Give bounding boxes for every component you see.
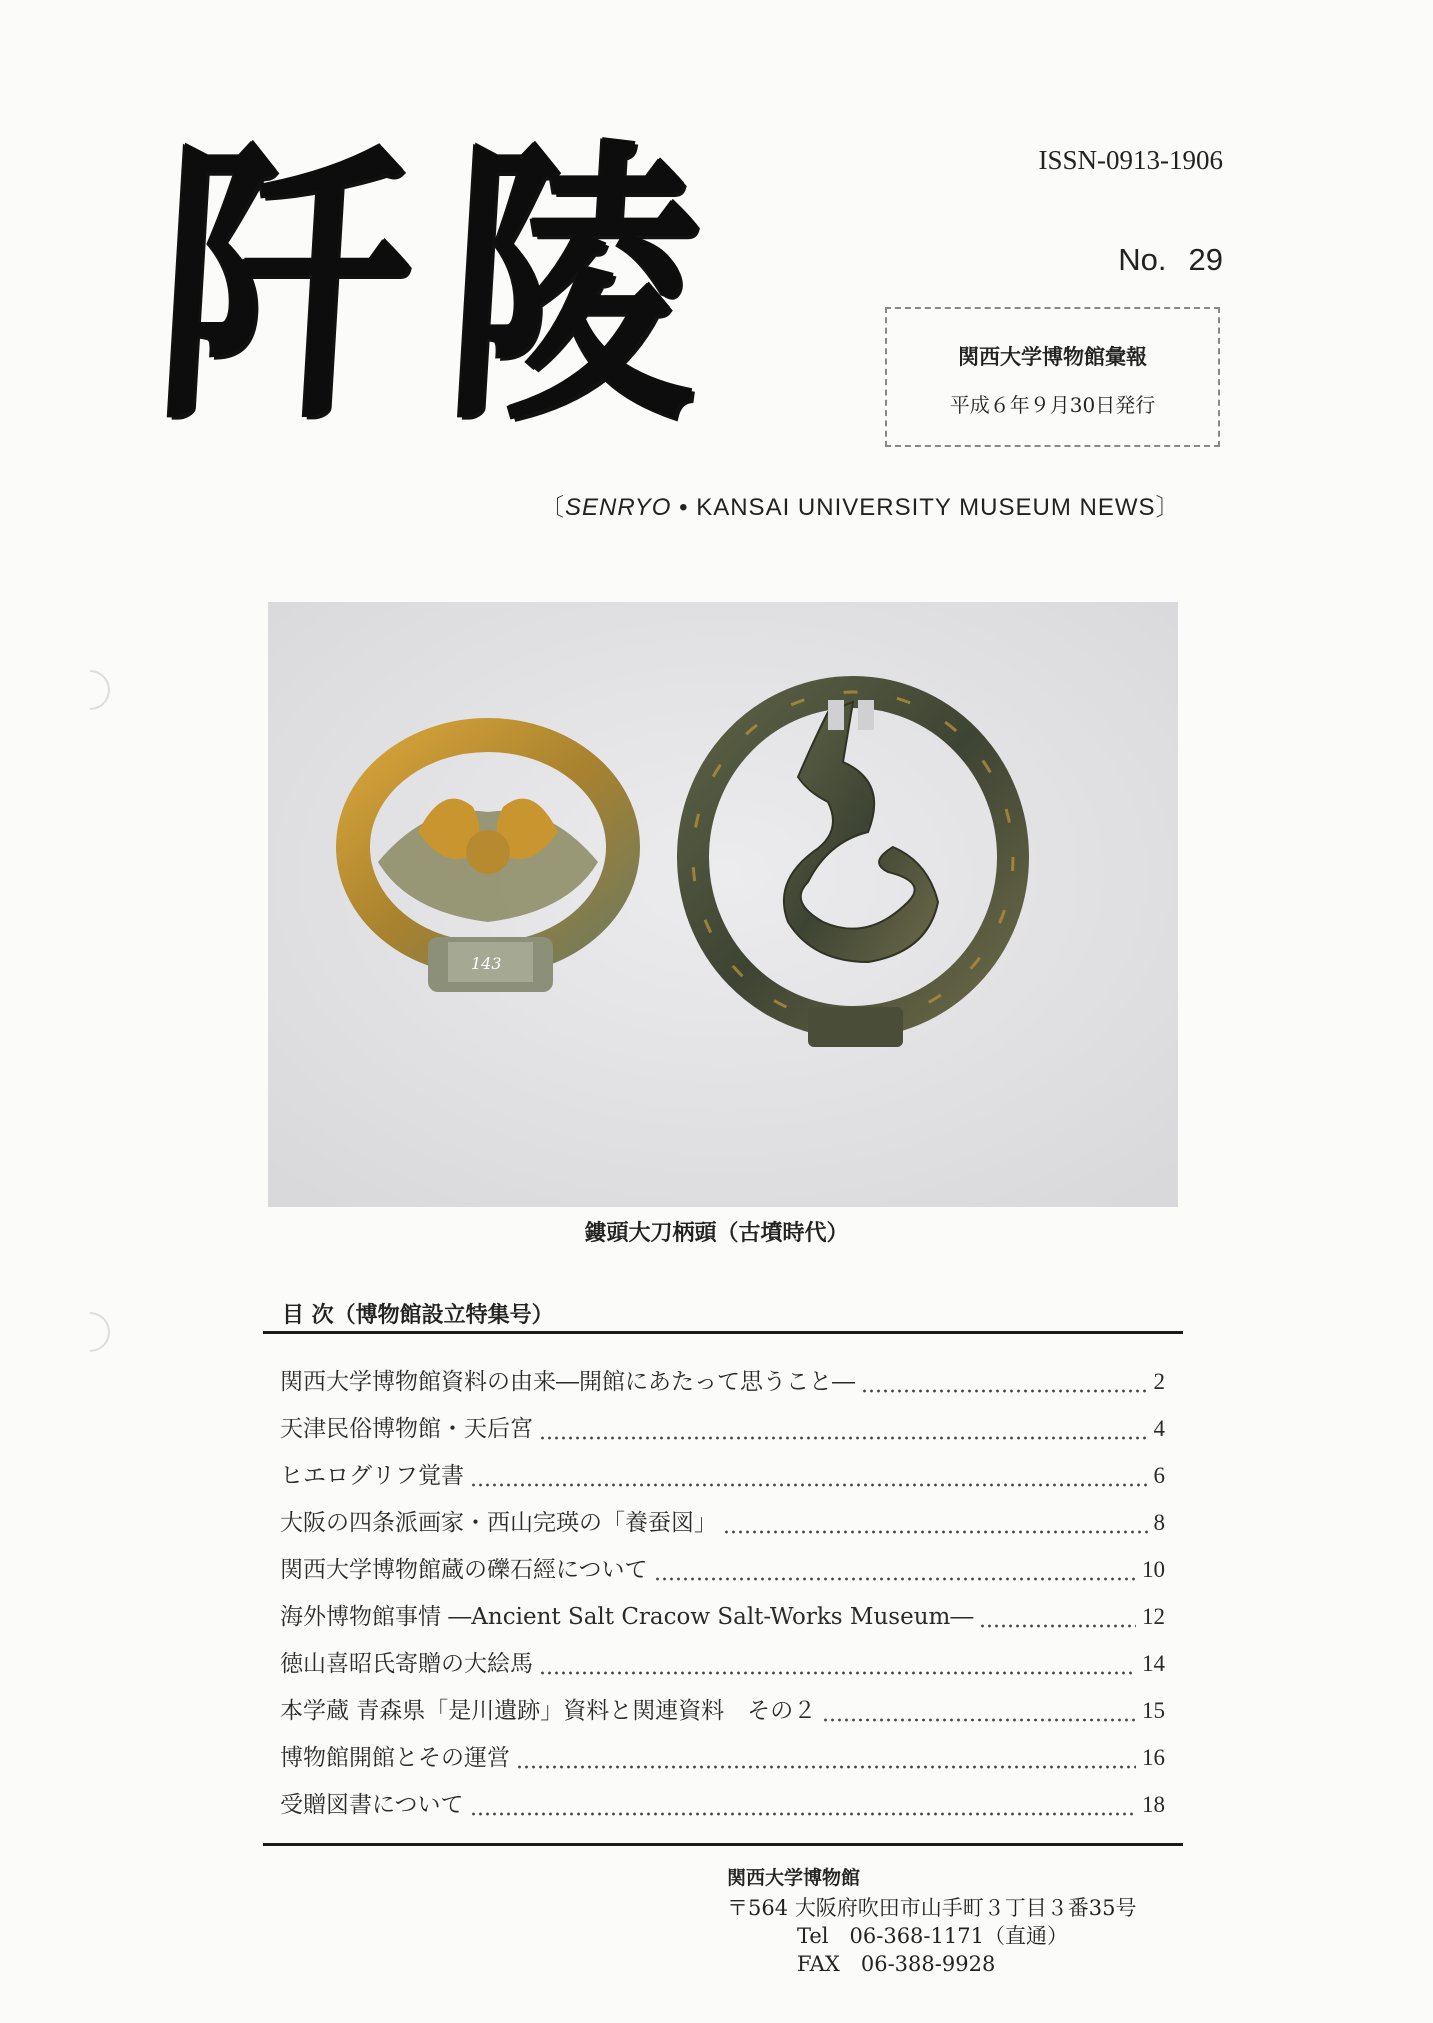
- publisher-name: 関西大学博物館: [727, 1867, 861, 1889]
- toc-item-page: 15: [1142, 1698, 1165, 1723]
- artifact-number-label: 143: [471, 954, 502, 973]
- toc-heading: 目 次（博物館設立特集号）: [282, 1303, 554, 1328]
- issue-label: No.: [1118, 242, 1167, 277]
- toc-item-title: 天津民俗博物館・天后宮: [280, 1416, 533, 1442]
- subtitle-bracket: 〔: [540, 494, 565, 521]
- toc-item[interactable]: [280, 1692, 1165, 1739]
- cover-caption: 鏤頭大刀柄頭（古墳時代）: [584, 1221, 849, 1246]
- toc-item-title: 徳山喜昭氏寄贈の大絵馬: [280, 1651, 533, 1677]
- issn-number: ISSN-0913-1906: [1038, 145, 1223, 175]
- toc-item-title: 博物館開館とその運営: [280, 1745, 510, 1771]
- toc-item[interactable]: [280, 1551, 1165, 1598]
- toc-item-page: 12: [1142, 1604, 1165, 1629]
- toc-top-rule: [263, 1331, 1183, 1334]
- publication-name: 関西大学博物館彙報: [958, 345, 1147, 369]
- toc-leader-dots: [979, 1624, 1136, 1628]
- toc-leader-dots: [654, 1577, 1136, 1581]
- toc-item-page: 18: [1142, 1792, 1165, 1817]
- issue-value: 29: [1188, 242, 1223, 277]
- publisher-tel: Tel 06-368-1171（直通）: [797, 1924, 1068, 1948]
- punch-hole-bottom: [62, 1304, 119, 1361]
- sword-pommels-image: [268, 602, 1178, 1207]
- toc-item[interactable]: [280, 1363, 1165, 1410]
- toc-item[interactable]: [280, 1598, 1165, 1645]
- publisher-fax: FAX 06-388-9928: [797, 1952, 996, 1976]
- toc-item-page: 8: [1153, 1510, 1165, 1535]
- toc-leader-dots: [470, 1812, 1136, 1816]
- punch-hole-top: [62, 662, 119, 719]
- toc-leader-dots: [470, 1483, 1148, 1487]
- toc-item-page: 6: [1153, 1463, 1165, 1488]
- toc-item-title: 関西大学博物館資料の由来―開館にあたって思うこと―: [280, 1369, 855, 1395]
- subtitle-senryo: SENRYO: [565, 494, 672, 521]
- toc-leader-dots: [822, 1718, 1136, 1722]
- issue-number: [1118, 242, 1223, 278]
- publication-info-box: [885, 307, 1220, 447]
- toc-item-title: 海外博物館事情 ―Ancient Salt Cracow Salt-Works Museum―: [280, 1604, 974, 1630]
- toc-item-title: 大阪の四条派画家・西山完瑛の「養蚕図」: [280, 1510, 717, 1536]
- publication-date: 平成６年９月30日発行: [949, 393, 1156, 417]
- toc-leader-dots: [861, 1389, 1148, 1393]
- toc-item[interactable]: [280, 1645, 1165, 1692]
- toc-item[interactable]: [280, 1410, 1165, 1457]
- toc-item-title: 受贈図書について: [280, 1792, 464, 1818]
- toc-item[interactable]: [280, 1739, 1165, 1786]
- toc-leader-dots: [539, 1436, 1148, 1440]
- toc-item[interactable]: [280, 1786, 1165, 1833]
- toc-item-page: 2: [1153, 1369, 1165, 1394]
- toc-leader-dots: [539, 1671, 1136, 1675]
- toc-item[interactable]: [280, 1504, 1165, 1551]
- toc-leader-dots: [723, 1530, 1148, 1534]
- toc-item-page: 16: [1142, 1745, 1165, 1770]
- publisher-address: 〒564 大阪府吹田市山手町３丁目３番35号: [727, 1896, 1137, 1920]
- toc-leader-dots: [516, 1765, 1136, 1769]
- publisher-footer: [727, 1864, 1136, 1978]
- subtitle-rest: • KANSAI UNIVERSITY MUSEUM NEWS〕: [671, 494, 1181, 521]
- toc-bottom-rule: [263, 1843, 1183, 1846]
- toc-item-title: ヒエログリフ覚書: [280, 1463, 464, 1489]
- english-subtitle: [540, 487, 1181, 522]
- table-of-contents: [280, 1363, 1165, 1833]
- toc-item-page: 10: [1142, 1557, 1165, 1582]
- cover-photo: [268, 602, 1178, 1207]
- toc-item-page: 14: [1142, 1651, 1165, 1676]
- toc-item-title: 関西大学博物館蔵の礫石經について: [280, 1557, 648, 1583]
- toc-item[interactable]: [280, 1457, 1165, 1504]
- toc-item-title: 本学蔵 青森県「是川遺跡」資料と関連資料 その２: [280, 1698, 817, 1724]
- title-char-sen: 阡: [149, 111, 421, 459]
- title-char-ryo: 陵: [439, 111, 711, 459]
- masthead-title: [149, 111, 730, 460]
- toc-item-page: 4: [1153, 1416, 1165, 1441]
